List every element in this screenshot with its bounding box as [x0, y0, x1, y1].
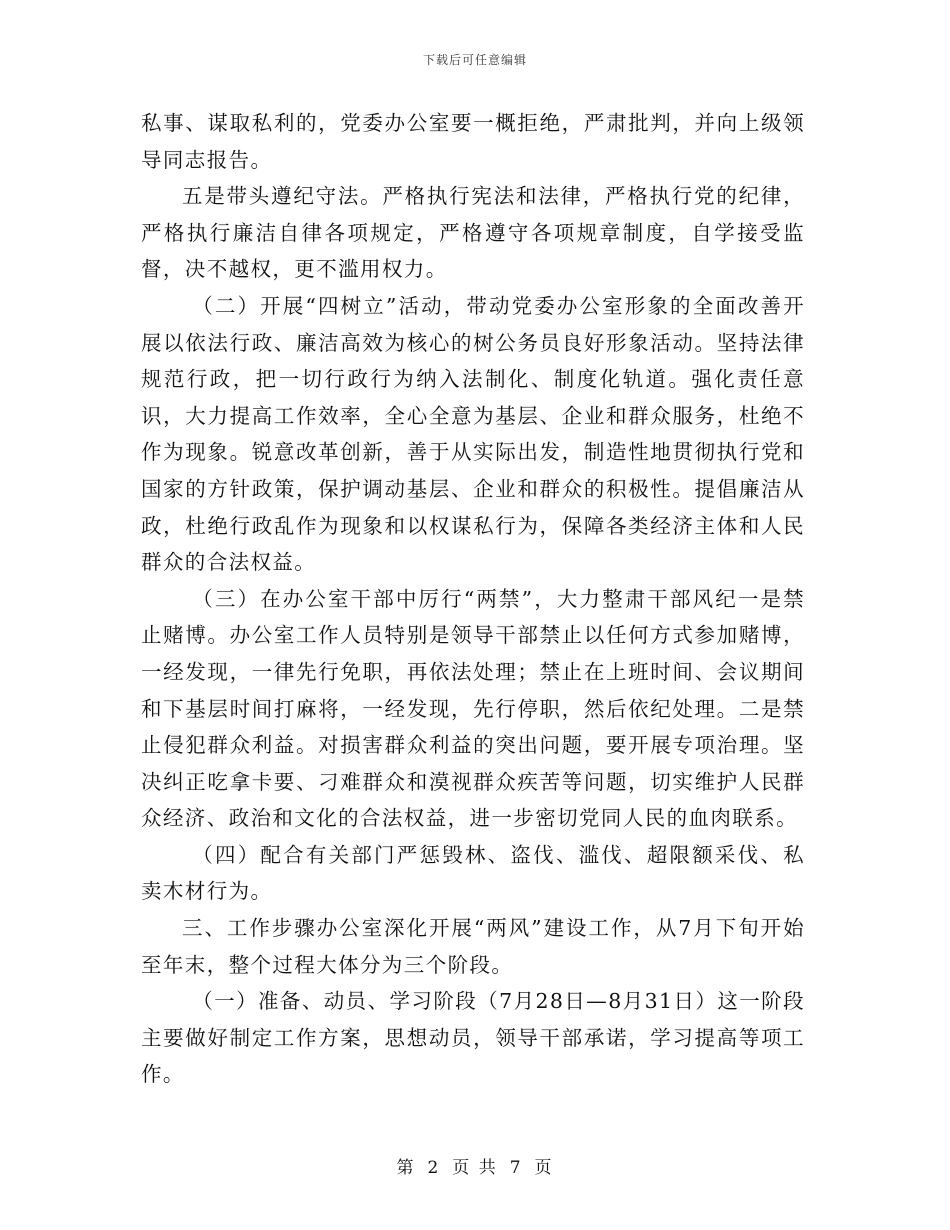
page-label-mid: 页 共 [452, 1158, 498, 1178]
page-header: 下载后可任意编辑 [422, 53, 527, 67]
document-body [141, 105, 805, 1093]
page-label-prefix: 第 [396, 1158, 416, 1178]
total-pages-number: 7 [509, 1158, 523, 1178]
paragraph-section-four: （四）配合有关部门严惩毁林、盗伐、滥伐、超限额采伐、私卖木材行为。 [141, 842, 805, 904]
paragraph-section-two: （二）开展“四树立”活动，带动党委办公室形象的全面改善开展以依法行政、廉洁高效为核心的树公务员良好形象活动。坚持法律规范行政，把一切行政行为纳入法制化、制度化轨道。强化责任意识，大力提高工作效率，全心全意为基层、企业和群众服务，杜绝不作为现象。锐意改革创新，善于从实际出发，制造性地贯彻执行党和国家的方针政策，保护调动基层、企业和群众的积极性。提倡廉洁从政，杜绝行政乱作为现象和以权谋私行为，保障各类经济主体和人民群众的合法权益。 [141, 293, 805, 575]
page-footer [0, 1153, 950, 1178]
paragraph-section-three: （三）在办公室干部中厉行“两禁”，大力整肃干部风纪一是禁止赌博。办公室工作人员特别是领导干部禁止以任何方式参加赌博，一经发现，一律先行免职，再依法处理；禁止在上班时间、会议期间和下基层时间打麻将，一经发现，先行停职，然后依纪处理。二是禁止侵犯群众利益。对损害群众利益的突出问题，要开展专项治理。坚决纠正吃拿卡要、刁难群众和漠视群众疾苦等问题，切实维护人民群众经济、政治和文化的合法权益，进一步密切党同人民的血肉联系。 [141, 586, 805, 831]
current-page-number: 2 [427, 1158, 441, 1178]
paragraph-work-steps: 三、工作步骤办公室深化开展“两风”建设工作，从7月下旬开始至年末，整个过程大体分为三个阶段。 [141, 916, 805, 977]
paragraph-item-five: 五是带头遵纪守法。严格执行宪法和法律，严格执行党的纪律，严格执行廉洁自律各项规定，严格遵守各项规章制度，自学接受监督，决不越权，更不滥用权力。 [141, 184, 805, 282]
paragraph-stage-one: （一）准备、动员、学习阶段（7月28日—8月31日）这一阶段主要做好制定工作方案，思想动员，领导干部承诺，学习提高等项工作。 [141, 989, 805, 1087]
paragraph-continuation: 私事、谋取私利的，党委办公室要一概拒绝，严肃批判，并向上级领导同志报告。 [141, 111, 805, 172]
page-label-suffix: 页 [534, 1158, 554, 1178]
